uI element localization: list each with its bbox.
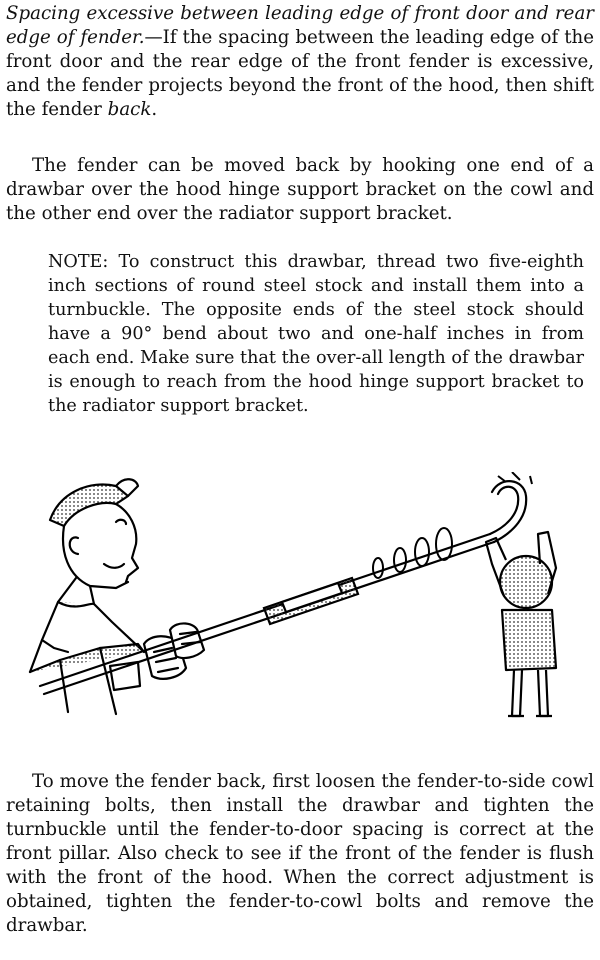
- paragraph-spacing-excessive: [6, 2, 594, 122]
- paragraph-body: If the spacing between the leading edge of the front door and the rear edge of the front fender is excessive, and the fender projects beyond the front of the hood, then shift the fender: [6, 27, 594, 120]
- paragraph-end: .: [151, 99, 158, 120]
- heading-dash: —: [144, 27, 163, 48]
- emphasis-back: back: [107, 99, 152, 120]
- drawbar-illustration: [20, 472, 592, 742]
- note-drawbar-construction: NOTE: To construct this drawbar, thread two five-eighth inch sections of round steel stock and install them into a turnbuckle. The opposite ends of the steel stock should have a 90° bend about two and one-half inches in from each end. Make sure that the over-all length of the drawbar is enough to reach from the hood hinge support bracket to the radiator support bracket.: [48, 252, 584, 416]
- paragraph-heading: Spacing excessive between leading edge of front door and rear edge of fender.: [6, 3, 594, 48]
- helper-figure: [486, 532, 556, 716]
- mechanic-figure: [30, 479, 204, 714]
- paragraph-drawbar-method: The fender can be moved back by hooking one end of a drawbar over the hood hinge support bracket on the cowl and the other end over the radiator support bracket.: [6, 155, 594, 224]
- paragraph-move-fender-back: To move the fender back, first loosen the fender-to-side cowl retaining bolts, then install the drawbar and tighten the turnbuckle until the fender-to-door spacing is correct at the front pillar. Also check to see if the front of the fender is flush with the front of the hood. When the correct adjustment is obtained, tighten the fender-to-cowl bolts and remove the drawbar.: [6, 771, 594, 936]
